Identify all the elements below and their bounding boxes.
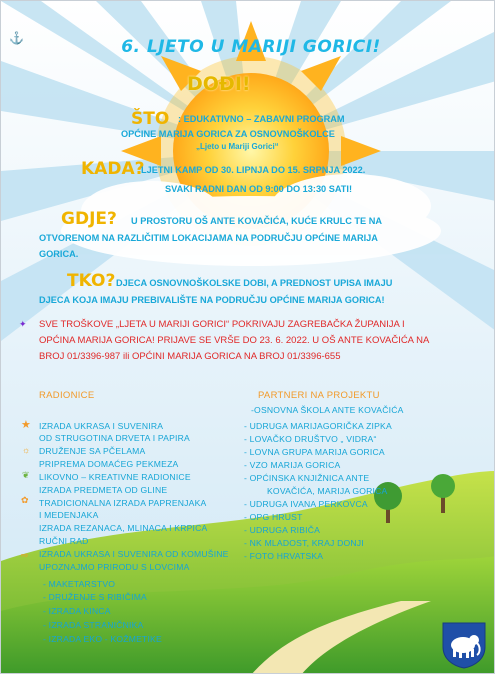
sto-keyword: ŠTO (131, 109, 170, 129)
list-item: - NK MLADOST, KRAJ DONJI (244, 538, 364, 548)
leaf-icon: ❦ (22, 470, 30, 480)
list-item: - UDRUGA MARIJAGORIČKA ZIPKA (244, 421, 392, 431)
list-item: - UDRUGA RIBIČA (244, 525, 321, 535)
flower-icon: ✿ (21, 495, 29, 505)
gdje-keyword: GDJE? (61, 209, 117, 229)
list-item: IZRADA REZANACA, MLINACA I KRPICA (39, 523, 208, 533)
list-item: DRUŽENJE SA PČELAMA (39, 446, 146, 456)
list-item: I MEDENJAKA (39, 510, 99, 520)
kada-line1: LJETNI KAMP OD 30. LIPNJA DO 15. SRPNJA 2022. (141, 165, 366, 175)
list-item: - VZO MARIJA GORICA (244, 460, 341, 470)
gdje-line3: GORICA. (39, 249, 79, 259)
notice-line3: BROJ 01/3396-987 ili OPĆINI MARIJA GORICA NA BROJ 01/3396-655 (39, 351, 341, 362)
gdje-line2: OTVORENOM NA RAZLIČITIM LOKACIJAMA NA PODRUČJU OPĆINE MARIJA (39, 233, 378, 243)
list-item: - IZRADA KINCA (43, 606, 111, 616)
notice-line1: SVE TROŠKOVE „LJETA U MARIJI GORICI“ POKRIVAJU ZAGREBAČKA ŽUPANIJA I (39, 319, 405, 330)
diamond-bullet-icon: ✦ (19, 319, 27, 329)
tko-line2: DJECA KOJA IMAJU PREBIVALIŠTE NA PODRUČJU OPĆINE MARIJA GORICA! (39, 295, 385, 305)
kada-line2: SVAKI RADNI DAN OD 9:00 DO 13:30 SATI! (165, 184, 353, 194)
notice-line2: OPĆINA MARIJA GORICA! PRIJAVE SE VRŠE DO 23. 6. 2022. U OŠ ANTE KOVAČIĆA NA (39, 335, 430, 346)
kada-keyword: KADA? (81, 159, 145, 179)
call-to-action: DOĐI! (187, 73, 251, 95)
sto-line2: OPĆINE MARIJA GORICA ZA OSNOVNOŠKOLCE (121, 129, 335, 139)
radionice-header: RADIONICE (39, 390, 95, 401)
gdje-line1: U PROSTORU OŠ ANTE KOVAČIĆA, KUĆE KRULC TE NA (131, 216, 382, 226)
list-item: KOVAČIĆA, MARIJA GORICA (267, 486, 388, 496)
list-item: PRIPREMA DOMAĆEG PEKMEZA (39, 459, 179, 469)
arrow-icon: ⇨ (21, 550, 29, 560)
partneri-header: PARTNERI NA PROJEKTU (258, 390, 380, 401)
tko-keyword: TKO? (67, 271, 116, 291)
list-item: - LOVAČKO DRUŠTVO „ VIDRA“ (244, 434, 377, 444)
poster-title: 6. LJETO U MARIJI GORICI! (121, 37, 381, 57)
list-item: TRADICIONALNA IZRADA PAPRENJAKA (39, 498, 207, 508)
list-item: - LOVNA GRUPA MARIJA GORICA (244, 447, 385, 457)
list-item: - FOTO HRVATSKA (244, 551, 324, 561)
list-item: RUČNI RAD (39, 536, 89, 546)
sto-line3: „Ljeto u Mariji Gorici“ (196, 142, 279, 151)
list-item: IZRADA PREDMETA OD GLINE (39, 485, 168, 495)
list-item: IZRADA UKRASA I SUVENIRA (39, 421, 164, 431)
list-item: - OPG HRUST (244, 512, 303, 522)
list-item: -OSNOVNA ŠKOLA ANTE KOVAČIĆA (251, 405, 404, 415)
sun-icon: ☼ (22, 445, 31, 455)
list-item: LIKOVNO – KREATIVNE RADIONICE (39, 472, 191, 482)
star-icon: ★ (21, 419, 31, 431)
list-item: - OPĆINSKA KNJIŽNICA ANTE (244, 473, 370, 483)
list-item: - DRUŽENJE S RIBIČIMA (43, 592, 147, 602)
sto-line1: : EDUKATIVNO – ZABAVNI PROGRAM (178, 114, 345, 124)
tko-line1: DJECA OSNOVNOŠKOLSKE DOBI, A PREDNOST UPISA IMAJU (116, 278, 393, 288)
list-item: OD STRUGOTINA DRVETA I PAPIRA (39, 433, 190, 443)
anchor-icon: ⚓ (9, 31, 24, 45)
list-item: - UDRUGA IVANA PERKOVCA (244, 499, 368, 509)
list-item: UPOZNAJMO PRIRODU S LOVCIMA (39, 562, 190, 572)
coat-of-arms-icon (441, 621, 487, 669)
list-item: - MAKETARSTVO (43, 579, 116, 589)
list-item: - IZRADA STRANIČNIKA (43, 620, 144, 630)
list-item: IZRADA UKRASA I SUVENIRA OD KOMUŠINE (39, 549, 229, 559)
list-item: - IZRADA EKO - KOŽMETIKE (43, 634, 162, 644)
